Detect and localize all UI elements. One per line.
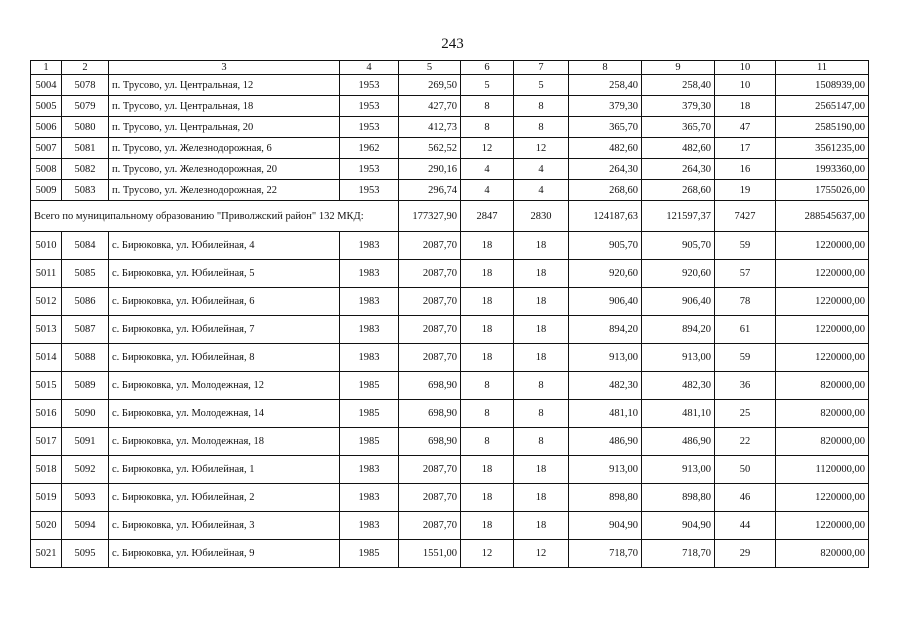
row-index-cell: 5005 bbox=[31, 96, 62, 117]
table-row bbox=[31, 456, 869, 484]
column-header: 4 bbox=[340, 61, 399, 75]
object-id-cell: 5088 bbox=[62, 344, 109, 372]
col10-value-cell: 46 bbox=[715, 484, 776, 512]
row-index-cell: 5015 bbox=[31, 372, 62, 400]
object-id-cell: 5083 bbox=[62, 180, 109, 201]
col7-value-cell: 8 bbox=[514, 372, 569, 400]
object-id-cell: 5094 bbox=[62, 512, 109, 540]
total-area-cell: 562,52 bbox=[399, 138, 461, 159]
col6-value-cell: 8 bbox=[461, 428, 514, 456]
col9-value-cell: 904,90 bbox=[642, 512, 715, 540]
col9-value-cell: 894,20 bbox=[642, 316, 715, 344]
col8-value-cell: 258,40 bbox=[569, 75, 642, 96]
col7-value-cell: 12 bbox=[514, 540, 569, 568]
address-cell: с. Бирюковка, ул. Юбилейная, 3 bbox=[109, 512, 340, 540]
build-year-cell: 1983 bbox=[340, 344, 399, 372]
total-area-cell: 1551,00 bbox=[399, 540, 461, 568]
col10-value-cell: 59 bbox=[715, 232, 776, 260]
col10-value-cell: 17 bbox=[715, 138, 776, 159]
row-index-cell: 5008 bbox=[31, 159, 62, 180]
col7-value-cell: 8 bbox=[514, 400, 569, 428]
col9-value-cell: 913,00 bbox=[642, 344, 715, 372]
row-index-cell: 5011 bbox=[31, 260, 62, 288]
total-area-cell: 2087,70 bbox=[399, 288, 461, 316]
col7-value-cell: 18 bbox=[514, 232, 569, 260]
column-header: 9 bbox=[642, 61, 715, 75]
col8-value-cell: 365,70 bbox=[569, 117, 642, 138]
col10-value-cell: 16 bbox=[715, 159, 776, 180]
rows-after-total bbox=[31, 232, 869, 568]
build-year-cell: 1985 bbox=[340, 540, 399, 568]
table-row bbox=[31, 232, 869, 260]
object-id-cell: 5086 bbox=[62, 288, 109, 316]
col6-value-cell: 8 bbox=[461, 372, 514, 400]
row-index-cell: 5014 bbox=[31, 344, 62, 372]
table-row bbox=[31, 540, 869, 568]
total-col9: 121597,37 bbox=[642, 201, 715, 232]
col8-value-cell: 898,80 bbox=[569, 484, 642, 512]
col6-value-cell: 18 bbox=[461, 316, 514, 344]
object-id-cell: 5093 bbox=[62, 484, 109, 512]
build-year-cell: 1985 bbox=[340, 372, 399, 400]
col9-value-cell: 481,10 bbox=[642, 400, 715, 428]
col8-value-cell: 379,30 bbox=[569, 96, 642, 117]
cost-cell: 1755026,00 bbox=[776, 180, 869, 201]
row-index-cell: 5006 bbox=[31, 117, 62, 138]
total-col6: 2847 bbox=[461, 201, 514, 232]
cost-cell: 3561235,00 bbox=[776, 138, 869, 159]
col9-value-cell: 365,70 bbox=[642, 117, 715, 138]
total-area-cell: 427,70 bbox=[399, 96, 461, 117]
col6-value-cell: 18 bbox=[461, 288, 514, 316]
col6-value-cell: 5 bbox=[461, 75, 514, 96]
col9-value-cell: 258,40 bbox=[642, 75, 715, 96]
col10-value-cell: 47 bbox=[715, 117, 776, 138]
column-number-header-row bbox=[31, 61, 869, 75]
row-index-cell: 5010 bbox=[31, 232, 62, 260]
row-index-cell: 5021 bbox=[31, 540, 62, 568]
object-id-cell: 5080 bbox=[62, 117, 109, 138]
object-id-cell: 5078 bbox=[62, 75, 109, 96]
table-row bbox=[31, 484, 869, 512]
col8-value-cell: 264,30 bbox=[569, 159, 642, 180]
address-cell: п. Трусово, ул. Железнодорожная, 22 bbox=[109, 180, 340, 201]
object-id-cell: 5082 bbox=[62, 159, 109, 180]
col6-value-cell: 18 bbox=[461, 512, 514, 540]
total-area-cell: 2087,70 bbox=[399, 344, 461, 372]
cost-cell: 1220000,00 bbox=[776, 316, 869, 344]
total-col7: 2830 bbox=[514, 201, 569, 232]
row-index-cell: 5013 bbox=[31, 316, 62, 344]
build-year-cell: 1953 bbox=[340, 180, 399, 201]
table-row bbox=[31, 344, 869, 372]
table-row bbox=[31, 372, 869, 400]
col7-value-cell: 4 bbox=[514, 159, 569, 180]
table-row bbox=[31, 117, 869, 138]
col10-value-cell: 61 bbox=[715, 316, 776, 344]
col6-value-cell: 8 bbox=[461, 117, 514, 138]
col8-value-cell: 268,60 bbox=[569, 180, 642, 201]
cost-cell: 1220000,00 bbox=[776, 484, 869, 512]
build-year-cell: 1983 bbox=[340, 316, 399, 344]
address-cell: с. Бирюковка, ул. Юбилейная, 6 bbox=[109, 288, 340, 316]
row-index-cell: 5016 bbox=[31, 400, 62, 428]
build-year-cell: 1983 bbox=[340, 232, 399, 260]
cost-cell: 2585190,00 bbox=[776, 117, 869, 138]
address-cell: с. Бирюковка, ул. Юбилейная, 4 bbox=[109, 232, 340, 260]
col8-value-cell: 905,70 bbox=[569, 232, 642, 260]
col10-value-cell: 19 bbox=[715, 180, 776, 201]
total-area-cell: 2087,70 bbox=[399, 456, 461, 484]
page-number: 243 bbox=[441, 36, 464, 52]
col9-value-cell: 482,30 bbox=[642, 372, 715, 400]
col10-value-cell: 25 bbox=[715, 400, 776, 428]
housing-register-table bbox=[30, 60, 869, 568]
col10-value-cell: 22 bbox=[715, 428, 776, 456]
table-row bbox=[31, 75, 869, 96]
row-index-cell: 5019 bbox=[31, 484, 62, 512]
col8-value-cell: 894,20 bbox=[569, 316, 642, 344]
build-year-cell: 1953 bbox=[340, 96, 399, 117]
row-index-cell: 5018 bbox=[31, 456, 62, 484]
col9-value-cell: 268,60 bbox=[642, 180, 715, 201]
address-cell: с. Бирюковка, ул. Юбилейная, 7 bbox=[109, 316, 340, 344]
column-header: 10 bbox=[715, 61, 776, 75]
total-area-cell: 2087,70 bbox=[399, 484, 461, 512]
object-id-cell: 5095 bbox=[62, 540, 109, 568]
address-cell: с. Бирюковка, ул. Молодежная, 18 bbox=[109, 428, 340, 456]
object-id-cell: 5092 bbox=[62, 456, 109, 484]
cost-cell: 1220000,00 bbox=[776, 288, 869, 316]
column-header: 2 bbox=[62, 61, 109, 75]
col9-value-cell: 898,80 bbox=[642, 484, 715, 512]
total-area-cell: 412,73 bbox=[399, 117, 461, 138]
col7-value-cell: 4 bbox=[514, 180, 569, 201]
col8-value-cell: 920,60 bbox=[569, 260, 642, 288]
total-area-cell: 2087,70 bbox=[399, 260, 461, 288]
col6-value-cell: 18 bbox=[461, 232, 514, 260]
table-row bbox=[31, 96, 869, 117]
row-index-cell: 5012 bbox=[31, 288, 62, 316]
col7-value-cell: 18 bbox=[514, 456, 569, 484]
address-cell: с. Бирюковка, ул. Юбилейная, 1 bbox=[109, 456, 340, 484]
build-year-cell: 1985 bbox=[340, 400, 399, 428]
build-year-cell: 1985 bbox=[340, 428, 399, 456]
col6-value-cell: 4 bbox=[461, 180, 514, 201]
table-row bbox=[31, 159, 869, 180]
total-area: 177327,90 bbox=[399, 201, 461, 232]
address-cell: п. Трусово, ул. Железнодорожная, 6 bbox=[109, 138, 340, 159]
total-section bbox=[31, 201, 869, 232]
column-header: 3 bbox=[109, 61, 340, 75]
column-header: 8 bbox=[569, 61, 642, 75]
object-id-cell: 5091 bbox=[62, 428, 109, 456]
build-year-cell: 1953 bbox=[340, 117, 399, 138]
address-cell: с. Бирюковка, ул. Юбилейная, 2 bbox=[109, 484, 340, 512]
build-year-cell: 1983 bbox=[340, 484, 399, 512]
total-area-cell: 290,16 bbox=[399, 159, 461, 180]
address-cell: п. Трусово, ул. Железнодорожная, 20 bbox=[109, 159, 340, 180]
total-area-cell: 296,74 bbox=[399, 180, 461, 201]
column-header: 11 bbox=[776, 61, 869, 75]
address-cell: п. Трусово, ул. Центральная, 12 bbox=[109, 75, 340, 96]
column-header: 7 bbox=[514, 61, 569, 75]
row-index-cell: 5017 bbox=[31, 428, 62, 456]
total-area-cell: 698,90 bbox=[399, 400, 461, 428]
address-cell: п. Трусово, ул. Центральная, 20 bbox=[109, 117, 340, 138]
cost-cell: 820000,00 bbox=[776, 540, 869, 568]
col6-value-cell: 8 bbox=[461, 96, 514, 117]
col7-value-cell: 18 bbox=[514, 260, 569, 288]
rows-before-total bbox=[31, 75, 869, 201]
column-header: 5 bbox=[399, 61, 461, 75]
col6-value-cell: 18 bbox=[461, 484, 514, 512]
table-row bbox=[31, 428, 869, 456]
row-index-cell: 5020 bbox=[31, 512, 62, 540]
cost-cell: 2565147,00 bbox=[776, 96, 869, 117]
total-area-cell: 2087,70 bbox=[399, 512, 461, 540]
col9-value-cell: 906,40 bbox=[642, 288, 715, 316]
col9-value-cell: 486,90 bbox=[642, 428, 715, 456]
build-year-cell: 1962 bbox=[340, 138, 399, 159]
address-cell: с. Бирюковка, ул. Юбилейная, 9 bbox=[109, 540, 340, 568]
col7-value-cell: 18 bbox=[514, 344, 569, 372]
address-cell: с. Бирюковка, ул. Юбилейная, 8 bbox=[109, 344, 340, 372]
cost-cell: 1220000,00 bbox=[776, 344, 869, 372]
cost-cell: 1993360,00 bbox=[776, 159, 869, 180]
table-row bbox=[31, 316, 869, 344]
build-year-cell: 1983 bbox=[340, 512, 399, 540]
col9-value-cell: 718,70 bbox=[642, 540, 715, 568]
object-id-cell: 5079 bbox=[62, 96, 109, 117]
col10-value-cell: 36 bbox=[715, 372, 776, 400]
row-index-cell: 5009 bbox=[31, 180, 62, 201]
col9-value-cell: 379,30 bbox=[642, 96, 715, 117]
build-year-cell: 1953 bbox=[340, 75, 399, 96]
column-header: 6 bbox=[461, 61, 514, 75]
col10-value-cell: 18 bbox=[715, 96, 776, 117]
col7-value-cell: 5 bbox=[514, 75, 569, 96]
col7-value-cell: 18 bbox=[514, 484, 569, 512]
col6-value-cell: 18 bbox=[461, 344, 514, 372]
col7-value-cell: 8 bbox=[514, 117, 569, 138]
table-row bbox=[31, 260, 869, 288]
col7-value-cell: 18 bbox=[514, 512, 569, 540]
address-cell: п. Трусово, ул. Центральная, 18 bbox=[109, 96, 340, 117]
row-index-cell: 5004 bbox=[31, 75, 62, 96]
total-col8: 124187,63 bbox=[569, 201, 642, 232]
object-id-cell: 5087 bbox=[62, 316, 109, 344]
table-row bbox=[31, 138, 869, 159]
total-area-cell: 698,90 bbox=[399, 428, 461, 456]
build-year-cell: 1983 bbox=[340, 260, 399, 288]
cost-cell: 1220000,00 bbox=[776, 512, 869, 540]
cost-cell: 1220000,00 bbox=[776, 260, 869, 288]
col6-value-cell: 18 bbox=[461, 260, 514, 288]
col8-value-cell: 913,00 bbox=[569, 456, 642, 484]
col10-value-cell: 10 bbox=[715, 75, 776, 96]
col7-value-cell: 8 bbox=[514, 96, 569, 117]
object-id-cell: 5089 bbox=[62, 372, 109, 400]
col8-value-cell: 913,00 bbox=[569, 344, 642, 372]
table-row bbox=[31, 512, 869, 540]
col8-value-cell: 481,10 bbox=[569, 400, 642, 428]
col6-value-cell: 4 bbox=[461, 159, 514, 180]
row-index-cell: 5007 bbox=[31, 138, 62, 159]
total-area-cell: 2087,70 bbox=[399, 232, 461, 260]
col6-value-cell: 8 bbox=[461, 400, 514, 428]
col9-value-cell: 913,00 bbox=[642, 456, 715, 484]
col9-value-cell: 264,30 bbox=[642, 159, 715, 180]
build-year-cell: 1983 bbox=[340, 288, 399, 316]
col7-value-cell: 18 bbox=[514, 316, 569, 344]
object-id-cell: 5090 bbox=[62, 400, 109, 428]
col10-value-cell: 78 bbox=[715, 288, 776, 316]
col10-value-cell: 50 bbox=[715, 456, 776, 484]
total-area-cell: 2087,70 bbox=[399, 316, 461, 344]
col8-value-cell: 482,30 bbox=[569, 372, 642, 400]
total-col10: 7427 bbox=[715, 201, 776, 232]
col7-value-cell: 18 bbox=[514, 288, 569, 316]
col7-value-cell: 8 bbox=[514, 428, 569, 456]
address-cell: с. Бирюковка, ул. Юбилейная, 5 bbox=[109, 260, 340, 288]
column-header: 1 bbox=[31, 61, 62, 75]
cost-cell: 1220000,00 bbox=[776, 232, 869, 260]
cost-cell: 820000,00 bbox=[776, 400, 869, 428]
object-id-cell: 5081 bbox=[62, 138, 109, 159]
address-cell: с. Бирюковка, ул. Молодежная, 14 bbox=[109, 400, 340, 428]
build-year-cell: 1983 bbox=[340, 456, 399, 484]
build-year-cell: 1953 bbox=[340, 159, 399, 180]
col9-value-cell: 482,60 bbox=[642, 138, 715, 159]
cost-cell: 820000,00 bbox=[776, 372, 869, 400]
table-row bbox=[31, 180, 869, 201]
address-cell: с. Бирюковка, ул. Молодежная, 12 bbox=[109, 372, 340, 400]
total-cost: 288545637,00 bbox=[776, 201, 869, 232]
col8-value-cell: 906,40 bbox=[569, 288, 642, 316]
col7-value-cell: 12 bbox=[514, 138, 569, 159]
col8-value-cell: 904,90 bbox=[569, 512, 642, 540]
table-row bbox=[31, 400, 869, 428]
total-row bbox=[31, 201, 869, 232]
col6-value-cell: 18 bbox=[461, 456, 514, 484]
object-id-cell: 5085 bbox=[62, 260, 109, 288]
table-row bbox=[31, 288, 869, 316]
col9-value-cell: 905,70 bbox=[642, 232, 715, 260]
total-label: Всего по муниципальному образованию "Приволжский район" 132 МКД: bbox=[31, 201, 399, 232]
col10-value-cell: 44 bbox=[715, 512, 776, 540]
cost-cell: 1120000,00 bbox=[776, 456, 869, 484]
col10-value-cell: 29 bbox=[715, 540, 776, 568]
col10-value-cell: 57 bbox=[715, 260, 776, 288]
cost-cell: 1508939,00 bbox=[776, 75, 869, 96]
col6-value-cell: 12 bbox=[461, 138, 514, 159]
col8-value-cell: 718,70 bbox=[569, 540, 642, 568]
total-area-cell: 269,50 bbox=[399, 75, 461, 96]
col8-value-cell: 486,90 bbox=[569, 428, 642, 456]
total-area-cell: 698,90 bbox=[399, 372, 461, 400]
cost-cell: 820000,00 bbox=[776, 428, 869, 456]
object-id-cell: 5084 bbox=[62, 232, 109, 260]
col6-value-cell: 12 bbox=[461, 540, 514, 568]
col10-value-cell: 59 bbox=[715, 344, 776, 372]
col9-value-cell: 920,60 bbox=[642, 260, 715, 288]
col8-value-cell: 482,60 bbox=[569, 138, 642, 159]
